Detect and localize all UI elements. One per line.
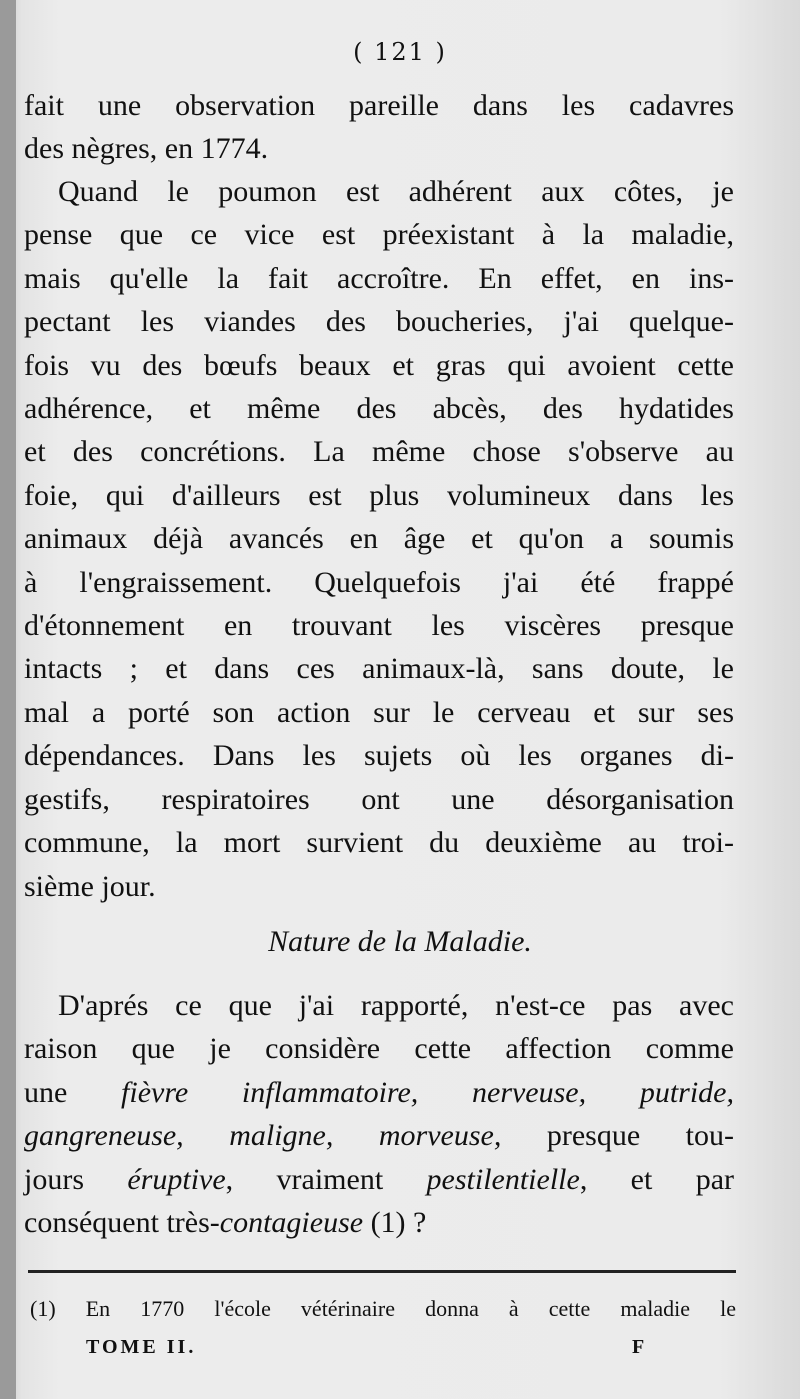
text-line: sième jour. [24,869,156,903]
text-line: des nègres, en 1774. [24,132,269,166]
text-line: gestifs, respiratoires ont une désorganisation [24,782,734,816]
paragraph-continuation [24,84,734,171]
signature-mark: TOME II. [86,1336,197,1358]
text-line: intacts ; et dans ces animaux-là, sans doute, le [24,652,734,686]
text-line: adhérence, et même des abcès, des hydatides [24,392,734,426]
text-line: pense que ce vice est préexistant à la maladie, [24,218,734,252]
page-number: ( 121 ) [353,38,447,66]
footnote: (1) En 1770 l'école vétérinaire donna à cette maladie le [30,1296,736,1321]
text-line: animaux déjà avancés en âge et qu'on a soumis [24,522,734,556]
text-line: d'étonnement en trouvant les viscères presque [24,609,734,643]
text-line: fait une observation pareille dans les cadavres [24,89,734,122]
text-line: commune, la mort survient du deuxième au troi- [24,826,734,860]
paragraph-nature [24,984,734,1244]
text-line: mais qu'elle la fait accroître. En effet, en ins- [24,261,734,295]
text-line: mal a porté son action sur le cerveau et sur ses [24,695,734,729]
text-line: raison que je considère cette affection comme [24,1032,734,1066]
text-line: pectant les viandes des boucheries, j'ai quelque- [24,305,734,339]
paragraph-lung-adhesion [24,170,734,908]
section-heading: Nature de la Maladie. [268,925,532,958]
text-line: une fièvre inflammatoire, nerveuse, putride, [24,1075,734,1109]
text-line: gangreneuse, maligne, morveuse, presque tou- [24,1119,735,1153]
text-line: et des concrétions. La même chose s'observe au [24,435,734,469]
text-line: foie, qui d'ailleurs est plus volumineux dans les [24,478,734,512]
text-line: Quand le poumon est adhérent aux côtes, je [58,175,734,208]
signature-letter: F [632,1336,645,1358]
text-line: à l'engraissement. Quelquefois j'ai été frappé [24,565,734,599]
text-line: D'aprés ce que j'ai rapporté, n'est-ce pas avec [58,989,734,1022]
footnote-rule [28,1270,736,1273]
text-line: fois vu des bœufs beaux et gras qui avoient cette [24,348,734,382]
text-line: jours éruptive, vraiment pestilentielle, et par [24,1162,734,1196]
text-line: dépendances. Dans les sujets où les organes di- [24,739,734,773]
page-binding-edge [0,0,16,1399]
text-line: conséquent très-contagieuse (1) ? [24,1206,427,1240]
